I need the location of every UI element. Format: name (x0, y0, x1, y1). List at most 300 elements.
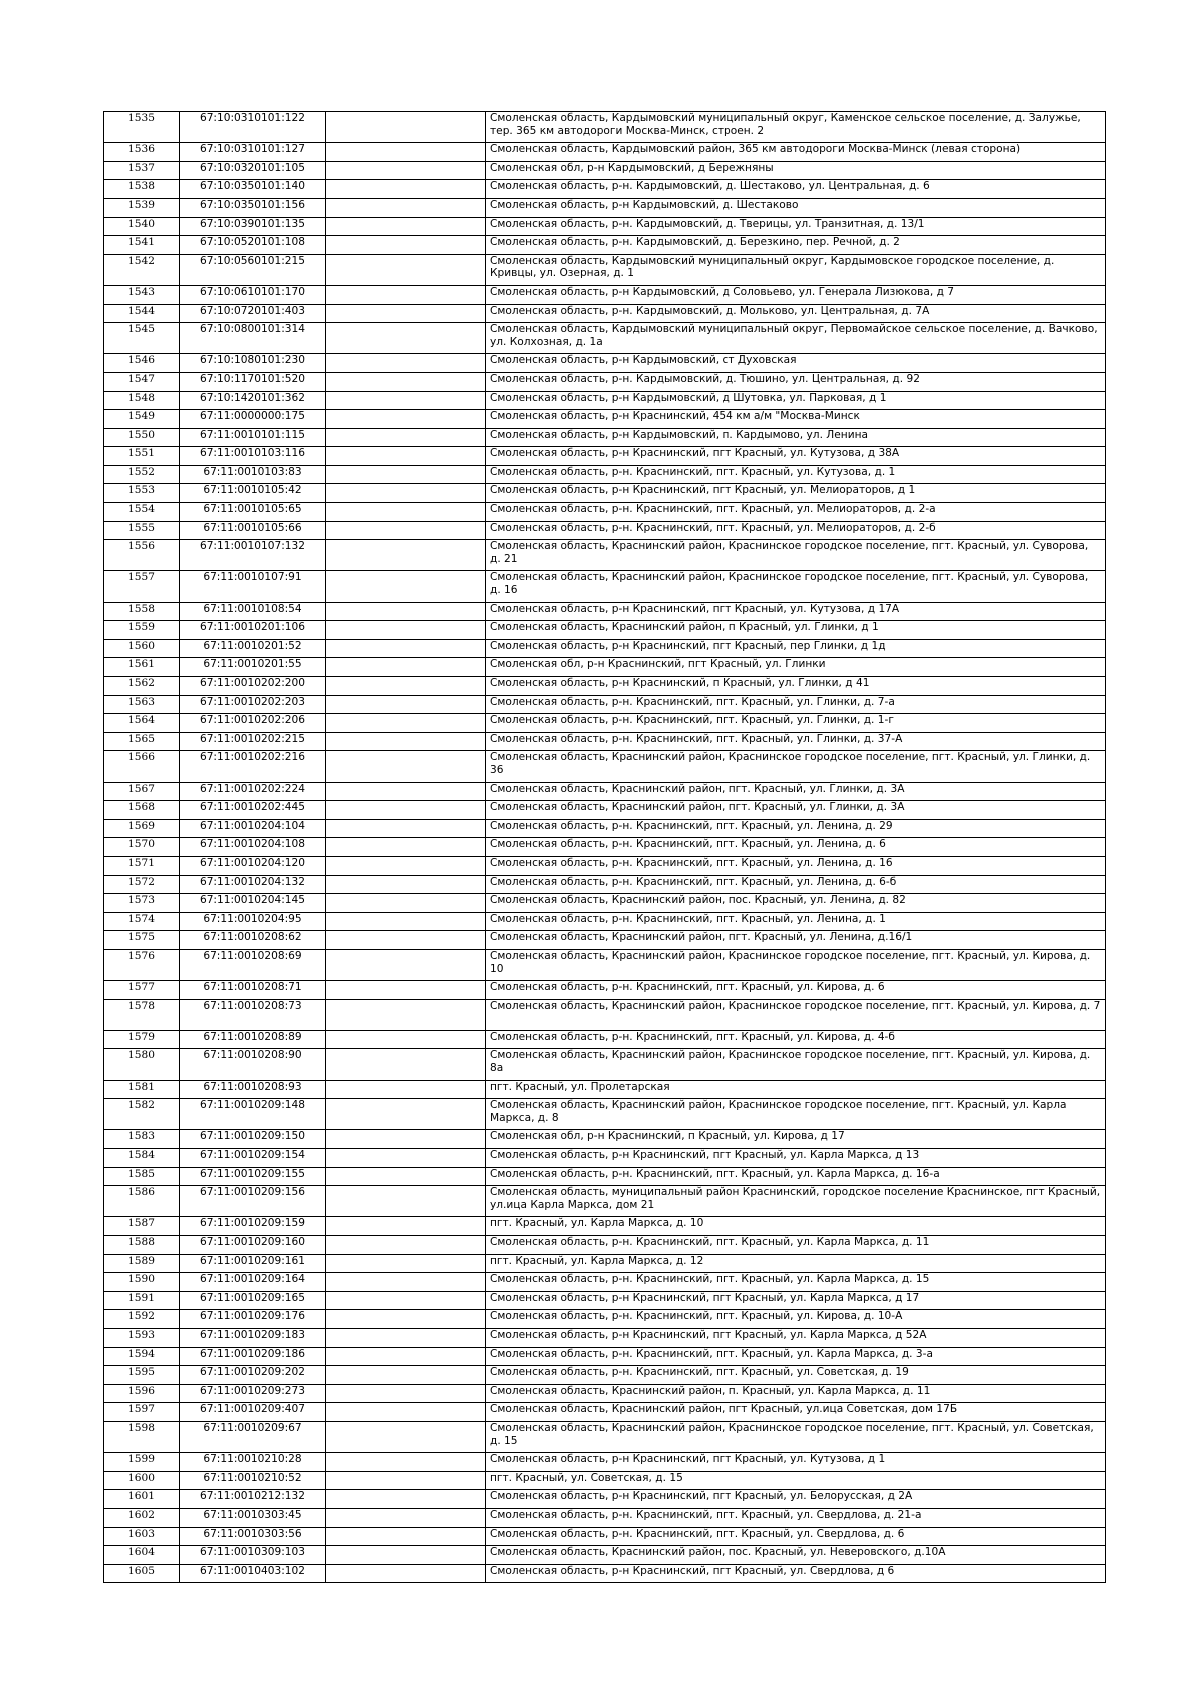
row-number-cell: 1542 (104, 254, 180, 285)
table-row (104, 894, 1106, 913)
table-row (104, 912, 1106, 931)
row-number-cell: 1591 (104, 1291, 180, 1310)
address-cell: Смоленская область, Краснинский район, Краснинское городское поселение, пгт. Красный, ул. Кирова, д. 8а (486, 1049, 1106, 1080)
table-row (104, 1149, 1106, 1168)
row-number-cell: 1593 (104, 1328, 180, 1347)
empty-cell (326, 639, 486, 658)
cadastral-number-cell: 67:11:0010107:91 (180, 571, 326, 602)
empty-cell (326, 1254, 486, 1273)
empty-cell (326, 1186, 486, 1217)
table-row (104, 1453, 1106, 1472)
row-number-cell: 1544 (104, 304, 180, 323)
address-cell: Смоленская область, р-н. Краснинский, пгт. Красный, ул. Кирова, д. 6 (486, 981, 1106, 1000)
row-number-cell: 1571 (104, 856, 180, 875)
empty-cell (326, 981, 486, 1000)
address-cell: Смоленская область, р-н. Краснинский, пгт. Красный, ул. Свердлова, д. 21-а (486, 1508, 1106, 1527)
table-row (104, 621, 1106, 640)
cadastral-number-cell: 67:11:0010303:45 (180, 1508, 326, 1527)
address-cell: Смоленская область, Краснинский район, Краснинское городское поселение, пгт. Красный, ул. Глинки, д. 36 (486, 751, 1106, 782)
empty-cell (326, 1236, 486, 1255)
cadastral-number-cell: 67:11:0010105:66 (180, 521, 326, 540)
address-cell: пгт. Красный, ул. Карла Маркса, д. 12 (486, 1254, 1106, 1273)
table-row (104, 1030, 1106, 1049)
address-cell: Смоленская область, р-н. Кардымовский, д. Шестаково, ул. Центральная, д. 6 (486, 180, 1106, 199)
table-row (104, 1080, 1106, 1099)
empty-cell (326, 1421, 486, 1452)
address-cell: Смоленская область, р-н Краснинский, пгт Красный, ул. Кутузова, д 38А (486, 447, 1106, 466)
empty-cell (326, 1049, 486, 1080)
cadastral-number-cell: 67:11:0010103:116 (180, 447, 326, 466)
address-cell: Смоленская область, р-н. Кардымовский, д. Тверицы, ул. Транзитная, д. 13/1 (486, 217, 1106, 236)
table-row (104, 801, 1106, 820)
table-row (104, 1236, 1106, 1255)
cadastral-number-cell: 67:10:0610101:170 (180, 285, 326, 304)
row-number-cell: 1541 (104, 236, 180, 255)
address-cell: Смоленская область, р-н. Краснинский, пгт. Красный, ул. Ленина, д. 6 (486, 838, 1106, 857)
empty-cell (326, 1149, 486, 1168)
address-cell: Смоленская область, р-н Кардымовский, д Соловьево, ул. Генерала Лизюкова, д 7 (486, 285, 1106, 304)
empty-cell (326, 503, 486, 522)
cadastral-number-cell: 67:11:0010209:273 (180, 1384, 326, 1403)
row-number-cell: 1581 (104, 1080, 180, 1099)
empty-cell (326, 236, 486, 255)
cadastral-number-cell: 67:11:0010303:56 (180, 1527, 326, 1546)
address-cell: Смоленская область, Кардымовский муниципальный округ, Первомайское сельское поселение, д. Вачково, ул. Колхозная, д. 1а (486, 323, 1106, 354)
row-number-cell: 1587 (104, 1217, 180, 1236)
table-row (104, 1186, 1106, 1217)
address-cell: Смоленская область, р-н Краснинский, пгт Красный, ул. Свердлова, д 6 (486, 1564, 1106, 1583)
cadastral-number-cell: 67:10:0520101:108 (180, 236, 326, 255)
row-number-cell: 1595 (104, 1366, 180, 1385)
empty-cell (326, 602, 486, 621)
empty-cell (326, 180, 486, 199)
table-row (104, 1421, 1106, 1452)
address-cell: Смоленская область, р-н. Краснинский, пгт. Красный, ул. Свердлова, д. 6 (486, 1527, 1106, 1546)
cadastral-number-cell: 67:10:0720101:403 (180, 304, 326, 323)
table-row (104, 304, 1106, 323)
row-number-cell: 1555 (104, 521, 180, 540)
empty-cell (326, 677, 486, 696)
row-number-cell: 1586 (104, 1186, 180, 1217)
empty-cell (326, 143, 486, 162)
row-number-cell: 1592 (104, 1310, 180, 1329)
table-row (104, 161, 1106, 180)
row-number-cell: 1598 (104, 1421, 180, 1452)
row-number-cell: 1596 (104, 1384, 180, 1403)
table-row (104, 949, 1106, 980)
address-cell: Смоленская область, Краснинский район, Краснинское городское поселение, пгт. Красный, ул. Суворова, д. 16 (486, 571, 1106, 602)
table-row (104, 1310, 1106, 1329)
registry-table (103, 111, 1106, 1583)
empty-cell (326, 217, 486, 236)
row-number-cell: 1602 (104, 1508, 180, 1527)
empty-cell (326, 931, 486, 950)
address-cell: Смоленская область, р-н Краснинский, пгт Красный, ул. Кутузова, д 17А (486, 602, 1106, 621)
row-number-cell: 1552 (104, 465, 180, 484)
row-number-cell: 1561 (104, 658, 180, 677)
table-row (104, 198, 1106, 217)
empty-cell (326, 112, 486, 143)
empty-cell (326, 695, 486, 714)
address-cell: Смоленская область, р-н Краснинский, пгт Красный, ул. Белорусская, д 2А (486, 1490, 1106, 1509)
empty-cell (326, 198, 486, 217)
cadastral-number-cell: 67:10:1080101:230 (180, 354, 326, 373)
row-number-cell: 1549 (104, 410, 180, 429)
cadastral-number-cell: 67:11:0010208:71 (180, 981, 326, 1000)
table-row (104, 782, 1106, 801)
address-cell: Смоленская область, р-н. Краснинский, пгт. Красный, ул. Мелиораторов, д. 2-а (486, 503, 1106, 522)
empty-cell (326, 819, 486, 838)
table-row (104, 521, 1106, 540)
address-cell: Смоленская область, р-н Краснинский, пгт Красный, ул. Карла Маркса, д 13 (486, 1149, 1106, 1168)
empty-cell (326, 1273, 486, 1292)
empty-cell (326, 856, 486, 875)
cadastral-number-cell: 67:11:0010107:132 (180, 540, 326, 571)
table-row (104, 695, 1106, 714)
table-row (104, 143, 1106, 162)
address-cell: Смоленская область, р-н. Краснинский, пгт. Красный, ул. Ленина, д. 16 (486, 856, 1106, 875)
row-number-cell: 1594 (104, 1347, 180, 1366)
table-row (104, 1403, 1106, 1422)
cadastral-number-cell: 67:11:0010204:145 (180, 894, 326, 913)
table-row (104, 1527, 1106, 1546)
empty-cell (326, 1310, 486, 1329)
table-row (104, 391, 1106, 410)
table-row (104, 1508, 1106, 1527)
address-cell: Смоленская область, Краснинский район, пос. Красный, ул. Ленина, д. 82 (486, 894, 1106, 913)
table-row (104, 1049, 1106, 1080)
row-number-cell: 1563 (104, 695, 180, 714)
address-cell: Смоленская область, р-н. Кардымовский, д. Мольково, ул. Центральная, д. 7А (486, 304, 1106, 323)
cadastral-number-cell: 67:10:0800101:314 (180, 323, 326, 354)
table-row (104, 254, 1106, 285)
row-number-cell: 1579 (104, 1030, 180, 1049)
row-number-cell: 1589 (104, 1254, 180, 1273)
table-row (104, 372, 1106, 391)
empty-cell (326, 354, 486, 373)
table-row (104, 875, 1106, 894)
table-row (104, 1273, 1106, 1292)
row-number-cell: 1603 (104, 1527, 180, 1546)
cadastral-number-cell: 67:11:0010209:156 (180, 1186, 326, 1217)
table-row (104, 602, 1106, 621)
address-cell: пгт. Красный, ул. Советская, д. 15 (486, 1471, 1106, 1490)
empty-cell (326, 1030, 486, 1049)
row-number-cell: 1604 (104, 1546, 180, 1565)
empty-cell (326, 1527, 486, 1546)
cadastral-number-cell: 67:11:0010208:69 (180, 949, 326, 980)
address-cell: Смоленская область, Краснинский район, п. Красный, ул. Карла Маркса, д. 11 (486, 1384, 1106, 1403)
cadastral-number-cell: 67:10:0320101:105 (180, 161, 326, 180)
table-row (104, 410, 1106, 429)
table-row (104, 447, 1106, 466)
cadastral-number-cell: 67:11:0010208:73 (180, 999, 326, 1030)
address-cell: пгт. Красный, ул. Пролетарская (486, 1080, 1106, 1099)
table-row (104, 1167, 1106, 1186)
cadastral-number-cell: 67:11:0010204:104 (180, 819, 326, 838)
table-row (104, 571, 1106, 602)
row-number-cell: 1576 (104, 949, 180, 980)
table-row (104, 112, 1106, 143)
table-row (104, 1471, 1106, 1490)
cadastral-number-cell: 67:10:1170101:520 (180, 372, 326, 391)
empty-cell (326, 1291, 486, 1310)
cadastral-number-cell: 67:11:0010209:183 (180, 1328, 326, 1347)
table-row (104, 180, 1106, 199)
empty-cell (326, 161, 486, 180)
cadastral-number-cell: 67:11:0010103:83 (180, 465, 326, 484)
empty-cell (326, 571, 486, 602)
empty-cell (326, 521, 486, 540)
empty-cell (326, 372, 486, 391)
empty-cell (326, 391, 486, 410)
row-number-cell: 1600 (104, 1471, 180, 1490)
address-cell: Смоленская область, Краснинский район, Краснинское городское поселение, пгт. Красный, ул. Кирова, д. 7 (486, 999, 1106, 1030)
address-cell: Смоленская обл, р-н Краснинский, п Красный, ул. Кирова, д 17 (486, 1130, 1106, 1149)
row-number-cell: 1553 (104, 484, 180, 503)
empty-cell (326, 1080, 486, 1099)
table-row (104, 428, 1106, 447)
registry-table-body (104, 112, 1106, 1583)
row-number-cell: 1538 (104, 180, 180, 199)
empty-cell (326, 1167, 486, 1186)
address-cell: Смоленская область, Краснинский район, Краснинское городское поселение, пгт. Красный, ул. Суворова, д. 21 (486, 540, 1106, 571)
table-row (104, 1366, 1106, 1385)
cadastral-number-cell: 67:11:0010209:165 (180, 1291, 326, 1310)
row-number-cell: 1599 (104, 1453, 180, 1472)
empty-cell (326, 428, 486, 447)
address-cell: Смоленская область, р-н. Краснинский, пгт. Красный, ул. Ленина, д. 29 (486, 819, 1106, 838)
table-row (104, 285, 1106, 304)
address-cell: Смоленская область, Кардымовский район, 365 км автодороги Москва-Минск (левая сторона) (486, 143, 1106, 162)
address-cell: Смоленская область, р-н. Краснинский, пгт. Красный, ул. Глинки, д. 7-а (486, 695, 1106, 714)
empty-cell (326, 1490, 486, 1509)
address-cell: Смоленская область, р-н Кардымовский, д. Шестаково (486, 198, 1106, 217)
table-row (104, 981, 1106, 1000)
empty-cell (326, 447, 486, 466)
empty-cell (326, 1347, 486, 1366)
table-row (104, 323, 1106, 354)
cadastral-number-cell: 67:11:0010210:28 (180, 1453, 326, 1472)
row-number-cell: 1583 (104, 1130, 180, 1149)
cadastral-number-cell: 67:11:0010209:160 (180, 1236, 326, 1255)
cadastral-number-cell: 67:11:0010105:65 (180, 503, 326, 522)
table-row (104, 1564, 1106, 1583)
cadastral-number-cell: 67:11:0000000:175 (180, 410, 326, 429)
empty-cell (326, 1564, 486, 1583)
row-number-cell: 1565 (104, 732, 180, 751)
row-number-cell: 1546 (104, 354, 180, 373)
address-cell: Смоленская область, р-н. Краснинский, пгт. Красный, ул. Карла Маркса, д. 11 (486, 1236, 1106, 1255)
empty-cell (326, 254, 486, 285)
empty-cell (326, 1508, 486, 1527)
table-row (104, 217, 1106, 236)
empty-cell (326, 1453, 486, 1472)
empty-cell (326, 1384, 486, 1403)
empty-cell (326, 285, 486, 304)
address-cell: Смоленская область, р-н Кардымовский, п. Кардымово, ул. Ленина (486, 428, 1106, 447)
table-row (104, 503, 1106, 522)
address-cell: Смоленская область, р-н. Краснинский, пгт. Красный, ул. Глинки, д. 37-А (486, 732, 1106, 751)
row-number-cell: 1559 (104, 621, 180, 640)
address-cell: Смоленская область, Кардымовский муниципальный округ, Кардымовское городское поселение, д. Кривцы, ул. Озерная, д. 1 (486, 254, 1106, 285)
cadastral-number-cell: 67:11:0010210:52 (180, 1471, 326, 1490)
table-row (104, 1328, 1106, 1347)
address-cell: Смоленская область, р-н Краснинский, пгт Красный, ул. Карла Маркса, д 52А (486, 1328, 1106, 1347)
cadastral-number-cell: 67:11:0010209:164 (180, 1273, 326, 1292)
row-number-cell: 1577 (104, 981, 180, 1000)
row-number-cell: 1537 (104, 161, 180, 180)
empty-cell (326, 658, 486, 677)
address-cell: Смоленская область, р-н. Краснинский, пгт. Красный, ул. Карла Маркса, д. 3-а (486, 1347, 1106, 1366)
empty-cell (326, 1099, 486, 1130)
cadastral-number-cell: 67:11:0010209:202 (180, 1366, 326, 1385)
empty-cell (326, 732, 486, 751)
cadastral-number-cell: 67:11:0010209:159 (180, 1217, 326, 1236)
table-row (104, 484, 1106, 503)
address-cell: Смоленская область, Краснинский район, Краснинское городское поселение, пгт. Красный, ул. Кирова, д. 10 (486, 949, 1106, 980)
empty-cell (326, 1471, 486, 1490)
row-number-cell: 1562 (104, 677, 180, 696)
address-cell: Смоленская область, Краснинский район, пгт. Красный, ул. Ленина, д.16/1 (486, 931, 1106, 950)
table-row (104, 465, 1106, 484)
address-cell: Смоленская область, р-н. Краснинский, пгт. Красный, ул. Советская, д. 19 (486, 1366, 1106, 1385)
row-number-cell: 1543 (104, 285, 180, 304)
table-row (104, 354, 1106, 373)
address-cell: пгт. Красный, ул. Карла Маркса, д. 10 (486, 1217, 1106, 1236)
cadastral-number-cell: 67:11:0010212:132 (180, 1490, 326, 1509)
cadastral-number-cell: 67:11:0010209:148 (180, 1099, 326, 1130)
row-number-cell: 1566 (104, 751, 180, 782)
address-cell: Смоленская область, р-н. Краснинский, пгт. Красный, ул. Ленина, д. 1 (486, 912, 1106, 931)
address-cell: Смоленская область, р-н Кардымовский, ст Духовская (486, 354, 1106, 373)
empty-cell (326, 540, 486, 571)
table-row (104, 1347, 1106, 1366)
empty-cell (326, 714, 486, 733)
table-row (104, 658, 1106, 677)
cadastral-number-cell: 67:11:0010309:103 (180, 1546, 326, 1565)
empty-cell (326, 801, 486, 820)
row-number-cell: 1560 (104, 639, 180, 658)
address-cell: Смоленская область, Краснинский район, Краснинское городское поселение, пгт. Красный, ул. Карла Маркса, д. 8 (486, 1099, 1106, 1130)
cadastral-number-cell: 67:11:0010202:445 (180, 801, 326, 820)
address-cell: Смоленская область, Краснинский район, Краснинское городское поселение, пгт. Красный, ул. Советская, д. 15 (486, 1421, 1106, 1452)
address-cell: Смоленская область, Краснинский район, пгт Красный, ул.ица Советская, дом 17Б (486, 1403, 1106, 1422)
cadastral-number-cell: 67:11:0010202:203 (180, 695, 326, 714)
address-cell: Смоленская обл, р-н Кардымовский, д Бережняны (486, 161, 1106, 180)
row-number-cell: 1564 (104, 714, 180, 733)
empty-cell (326, 1328, 486, 1347)
table-row (104, 751, 1106, 782)
table-row (104, 819, 1106, 838)
row-number-cell: 1568 (104, 801, 180, 820)
cadastral-number-cell: 67:11:0010202:224 (180, 782, 326, 801)
row-number-cell: 1558 (104, 602, 180, 621)
address-cell: Смоленская область, р-н Кардымовский, д Шутовка, ул. Парковая, д 1 (486, 391, 1106, 410)
row-number-cell: 1535 (104, 112, 180, 143)
table-row (104, 1130, 1106, 1149)
empty-cell (326, 1217, 486, 1236)
address-cell: Смоленская область, р-н. Краснинский, пгт. Красный, ул. Мелиораторов, д. 2-б (486, 521, 1106, 540)
table-row (104, 677, 1106, 696)
cadastral-number-cell: 67:11:0010204:132 (180, 875, 326, 894)
cadastral-number-cell: 67:11:0010202:215 (180, 732, 326, 751)
cadastral-number-cell: 67:11:0010403:102 (180, 1564, 326, 1583)
address-cell: Смоленская обл, р-н Краснинский, пгт Красный, ул. Глинки (486, 658, 1106, 677)
row-number-cell: 1570 (104, 838, 180, 857)
row-number-cell: 1588 (104, 1236, 180, 1255)
row-number-cell: 1548 (104, 391, 180, 410)
cadastral-number-cell: 67:10:0310101:127 (180, 143, 326, 162)
row-number-cell: 1601 (104, 1490, 180, 1509)
cadastral-number-cell: 67:11:0010209:161 (180, 1254, 326, 1273)
empty-cell (326, 465, 486, 484)
empty-cell (326, 751, 486, 782)
row-number-cell: 1605 (104, 1564, 180, 1583)
cadastral-number-cell: 67:11:0010209:407 (180, 1403, 326, 1422)
address-cell: Смоленская область, р-н. Краснинский, пгт. Красный, ул. Карла Маркса, д. 16-а (486, 1167, 1106, 1186)
address-cell: Смоленская область, р-н. Краснинский, пгт. Красный, ул. Кутузова, д. 1 (486, 465, 1106, 484)
table-row (104, 931, 1106, 950)
empty-cell (326, 949, 486, 980)
row-number-cell: 1584 (104, 1149, 180, 1168)
cadastral-number-cell: 67:11:0010209:154 (180, 1149, 326, 1168)
cadastral-number-cell: 67:11:0010101:115 (180, 428, 326, 447)
address-cell: Смоленская область, р-н Краснинский, пгт Красный, ул. Мелиораторов, д 1 (486, 484, 1106, 503)
empty-cell (326, 1366, 486, 1385)
row-number-cell: 1590 (104, 1273, 180, 1292)
cadastral-number-cell: 67:11:0010204:108 (180, 838, 326, 857)
cadastral-number-cell: 67:11:0010204:95 (180, 912, 326, 931)
table-row (104, 856, 1106, 875)
cadastral-number-cell: 67:11:0010201:55 (180, 658, 326, 677)
cadastral-number-cell: 67:11:0010202:206 (180, 714, 326, 733)
document-page (103, 111, 1105, 1583)
row-number-cell: 1551 (104, 447, 180, 466)
address-cell: Смоленская область, р-н. Краснинский, пгт. Красный, ул. Карла Маркса, д. 15 (486, 1273, 1106, 1292)
row-number-cell: 1597 (104, 1403, 180, 1422)
table-row (104, 1254, 1106, 1273)
row-number-cell: 1572 (104, 875, 180, 894)
cadastral-number-cell: 67:11:0010209:176 (180, 1310, 326, 1329)
empty-cell (326, 1130, 486, 1149)
empty-cell (326, 484, 486, 503)
cadastral-number-cell: 67:11:0010201:106 (180, 621, 326, 640)
row-number-cell: 1573 (104, 894, 180, 913)
empty-cell (326, 894, 486, 913)
row-number-cell: 1580 (104, 1049, 180, 1080)
table-row (104, 1217, 1106, 1236)
address-cell: Смоленская область, Краснинский район, п Красный, ул. Глинки, д 1 (486, 621, 1106, 640)
table-row (104, 540, 1106, 571)
table-row (104, 1291, 1106, 1310)
cadastral-number-cell: 67:10:0310101:122 (180, 112, 326, 143)
cadastral-number-cell: 67:10:0560101:215 (180, 254, 326, 285)
row-number-cell: 1574 (104, 912, 180, 931)
cadastral-number-cell: 67:11:0010208:90 (180, 1049, 326, 1080)
cadastral-number-cell: 67:11:0010208:89 (180, 1030, 326, 1049)
address-cell: Смоленская область, Кардымовский муниципальный округ, Каменское сельское поселение, д. Залужье, тер. 365 км автодороги Москва-Минск, строен. 2 (486, 112, 1106, 143)
cadastral-number-cell: 67:11:0010108:54 (180, 602, 326, 621)
cadastral-number-cell: 67:11:0010202:216 (180, 751, 326, 782)
table-row (104, 639, 1106, 658)
cadastral-number-cell: 67:11:0010208:93 (180, 1080, 326, 1099)
address-cell: Смоленская область, р-н. Кардымовский, д. Тюшино, ул. Центральная, д. 92 (486, 372, 1106, 391)
address-cell: Смоленская область, р-н. Краснинский, пгт. Красный, ул. Кирова, д. 10-А (486, 1310, 1106, 1329)
empty-cell (326, 782, 486, 801)
empty-cell (326, 912, 486, 931)
table-row (104, 1546, 1106, 1565)
